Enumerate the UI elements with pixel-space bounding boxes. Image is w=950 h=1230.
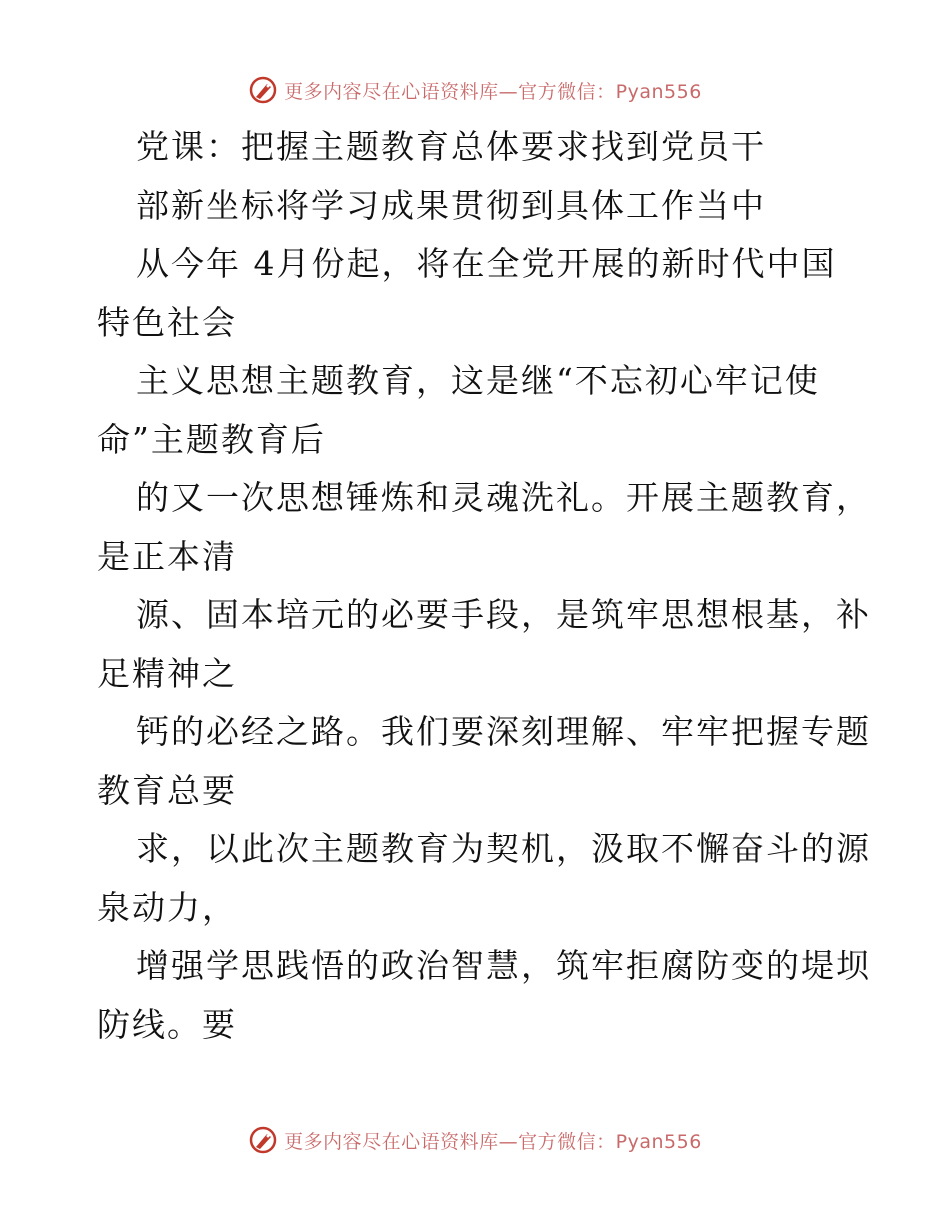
paragraph-line: 是正本清 xyxy=(97,536,237,576)
footer-banner-text: 更多内容尽在心语资料库—官方微信：Pyan556 xyxy=(284,1130,702,1153)
paragraph-line: 教育总要 xyxy=(97,770,237,810)
pen-nib-circle-icon xyxy=(248,1125,278,1155)
paragraph-line: 特色社会 xyxy=(97,302,237,342)
paragraph-line: 从今年 4月份起，将在全党开展的新时代中国 xyxy=(136,244,837,283)
paragraph-line: 泉动力， xyxy=(97,887,237,927)
paragraph-line: 求，以此次主题教育为契机，汲取不懈奋斗的源 xyxy=(136,829,871,868)
paragraph-line: 增强学思践悟的政治智慧，筑牢拒腐防变的堤坝 xyxy=(136,946,871,985)
paragraph-line: 防线。要 xyxy=(97,1004,237,1044)
paragraph-line: 足精神之 xyxy=(97,653,237,693)
paragraph-line: 的又一次思想锤炼和灵魂洗礼。开展主题教育， xyxy=(136,478,871,517)
header-banner-text: 更多内容尽在心语资料库—官方微信：Pyan556 xyxy=(284,80,702,103)
paragraph-line: 源、固本培元的必要手段，是筑牢思想根基，补 xyxy=(136,595,871,634)
wechat-handle: Pyan556 xyxy=(615,80,702,103)
pen-nib-circle-icon xyxy=(248,75,278,105)
paragraph-line: 命”主题教育后 xyxy=(97,419,326,459)
header-banner xyxy=(0,70,950,110)
footer-banner xyxy=(0,1120,950,1160)
title-line-2: 部新坐标将学习成果贯彻到具体工作当中 xyxy=(136,185,766,225)
paragraph-line: 主义思想主题教育，这是继“不忘初心牢记使 xyxy=(136,361,820,400)
wechat-handle: Pyan556 xyxy=(615,1130,702,1153)
title-line-1: 党课：把握主题教育总体要求找到党员干 xyxy=(136,127,766,166)
document-body xyxy=(97,118,871,1054)
paragraph-line: 钙的必经之路。我们要深刻理解、牢牢把握专题 xyxy=(136,712,871,751)
